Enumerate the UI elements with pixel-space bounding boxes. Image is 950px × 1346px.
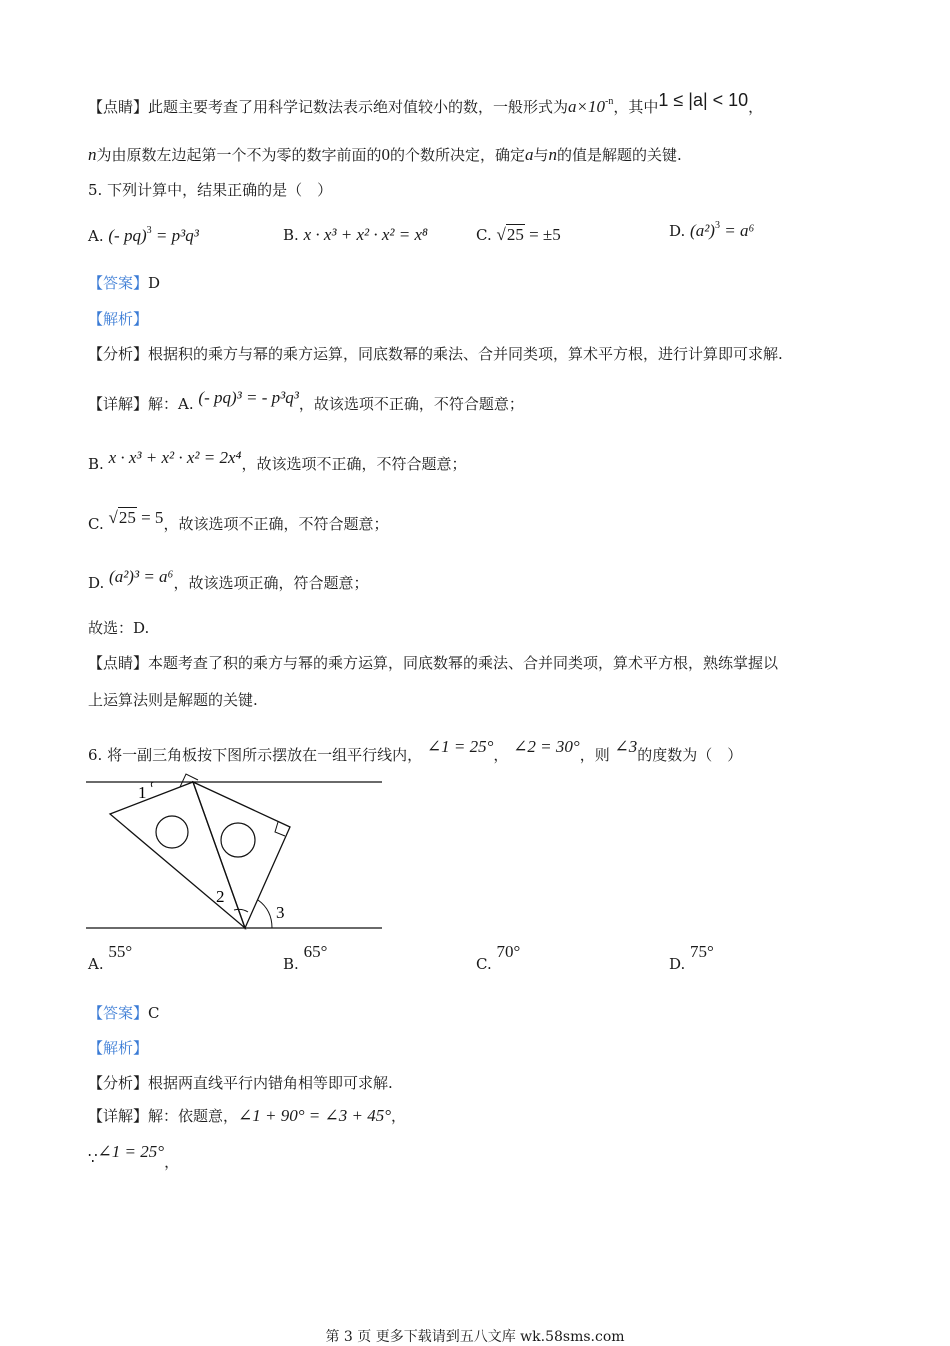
dianjing-line-1: 【点睛】此题主要考查了用科学记数法表示绝对值较小的数，一般形式为$a\times 10^{-n}$，其中1 ≤ |a| < 10， xyxy=(88,90,764,116)
angle-label-3: 3 xyxy=(276,903,285,922)
triangle-figure xyxy=(80,772,390,937)
q6-detail: 【详解】解：依题意，∠1 + 90° = ∠3 + 45°， xyxy=(88,1106,407,1125)
dianjing-line-2: n为由原数左边起第一个不为零的数字前面的0的个数所决定，确定a与n的值是解题的关键. xyxy=(88,145,682,164)
triangle-45 xyxy=(110,782,245,928)
hole-2 xyxy=(221,823,255,857)
page-footer: 第 3 页 更多下载请到五八文库 wk.58sms.com xyxy=(325,1329,625,1345)
angle-label-2: 2 xyxy=(216,887,225,906)
q5-stem: 5. 下列计算中，结果正确的是（ ） xyxy=(88,181,333,199)
q6-option-b: B. 65° xyxy=(283,942,328,973)
q5-detail-b: B. x · x³ + x² · x² = 2x⁴，故该选项不正确，不符合题意； xyxy=(88,448,467,473)
q6-option-c: C. 70° xyxy=(476,942,521,973)
q6-because-line: ∵∠1 = 25°， xyxy=(88,1142,180,1171)
angle-2-arc xyxy=(234,909,248,912)
dianjing-label: 【点睛】 xyxy=(88,98,149,116)
dianjing-text-1: 此题主要考查了用科学记数法表示绝对值较小的数，一般形式为 xyxy=(148,98,569,116)
q5-detail-c: C. √25 = 5，故该选项不正确，不符合题意； xyxy=(88,508,389,533)
q5-option-a: A. (- pq)$^3$ = p³q³ xyxy=(88,225,199,245)
q5-conclusion: 故选：D. xyxy=(88,619,150,637)
sci-notation: $a\times 10^{-n}$ xyxy=(568,96,614,116)
q5-fenxi: 【分析】根据积的乘方与幂的乘方运算，同底数幂的乘法、合并同类项，算术平方根，进行计算即可求解. xyxy=(88,345,783,363)
q5-detail-a: 【详解】解：A. (- pq)³ = - p³q³，故该选项不正确，不符合题意； xyxy=(88,388,524,413)
q5-option-b: B. x · x³ + x² · x² = x⁸ xyxy=(283,225,428,244)
q6-stem: 6. 将一副三角板按下图所示摆放在一组平行线内， ∠1 = 25°， ∠2 = 30°，则 ∠3的度数为（ ） xyxy=(88,737,743,764)
q5-detail-d: D. (a²)³ = a⁶，故该选项正确，符合题意； xyxy=(88,567,369,592)
q6-option-a: A. 55° xyxy=(88,942,133,973)
q6-jiexi: 【解析】 xyxy=(88,1039,149,1057)
q6-option-d: D. 75° xyxy=(669,942,714,973)
q5-dianjing-2: 上运算法则是解题的关键. xyxy=(88,691,258,709)
hole-1 xyxy=(156,816,188,848)
q5-option-d: D. $(a^2)^3 = a^6$ xyxy=(669,220,755,240)
angle-label-1: 1 xyxy=(138,783,147,802)
angle-3-arc xyxy=(258,900,272,928)
q5-answer: 【答案】D xyxy=(88,274,161,292)
q5-jiexi: 【解析】 xyxy=(88,310,149,328)
q6-fenxi: 【分析】根据两直线平行内错角相等即可求解. xyxy=(88,1074,393,1092)
dianjing-text-2: ，其中 xyxy=(613,98,659,116)
right-angle-mark-1 xyxy=(180,774,198,787)
sqrt-symbol: √25 xyxy=(496,225,524,244)
angle-1-arc xyxy=(151,782,154,787)
q6-answer: 【答案】C xyxy=(88,1004,160,1022)
q5-dianjing-1: 【点睛】本题考查了积的乘方与幂的乘方运算，同底数幂的乘法、合并同类项，算术平方根，熟练掌握以 xyxy=(88,654,779,672)
range-formula: 1 ≤ |a| < 10 xyxy=(658,90,749,110)
q5-option-c: C. √25 = ±5 xyxy=(476,225,561,244)
